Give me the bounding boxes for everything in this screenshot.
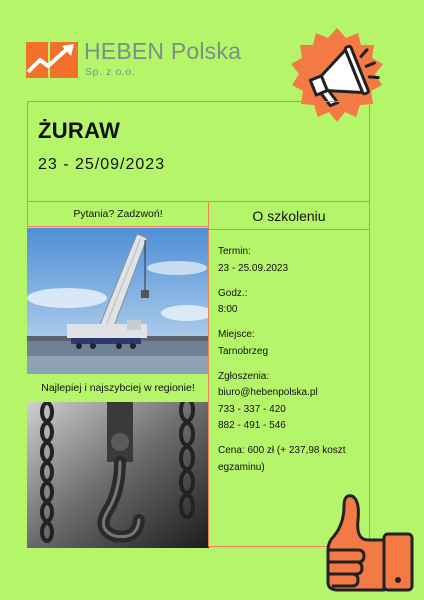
brand-name: HEBEN Polska bbox=[84, 38, 242, 64]
time-label: Godz.: bbox=[218, 287, 248, 299]
about-header: O szkoleniu bbox=[208, 201, 370, 230]
about-info bbox=[218, 244, 366, 476]
contact-label: Zgłoszenia: bbox=[218, 370, 270, 382]
term-value: 23 - 25.09.2023 bbox=[218, 262, 289, 274]
term-label: Termin: bbox=[218, 246, 251, 257]
crane-photo bbox=[27, 228, 209, 374]
brand-subtitle: Sp. z o.o. bbox=[85, 66, 136, 78]
contact-phone-2[interactable]: 882 - 491 - 546 bbox=[218, 420, 286, 431]
time-value: 8:00 bbox=[218, 304, 238, 315]
questions-callout: Pytania? Zadzwoń! bbox=[27, 201, 209, 227]
course-title: ŻURAW bbox=[38, 118, 121, 143]
thumbs-up-icon bbox=[324, 490, 416, 594]
place-value: Tarnobrzeg bbox=[218, 345, 269, 357]
course-dates: 23 - 25/09/2023 bbox=[38, 156, 166, 173]
course-header-box bbox=[27, 101, 370, 202]
price-text: Cena: 600 zł (+ 237,98 koszt egzaminu) bbox=[218, 445, 346, 473]
place-label: Miejsce: bbox=[218, 329, 255, 340]
slogan: Najlepiej i najszybciej w regionie! bbox=[41, 382, 195, 394]
hook-chain-photo bbox=[27, 402, 209, 548]
company-logo bbox=[26, 40, 266, 82]
contact-phone-1[interactable]: 733 - 337 - 420 bbox=[218, 403, 286, 415]
contact-email[interactable]: biuro@hebenpolska.pl bbox=[218, 387, 318, 398]
logo-mark-icon bbox=[26, 42, 78, 82]
